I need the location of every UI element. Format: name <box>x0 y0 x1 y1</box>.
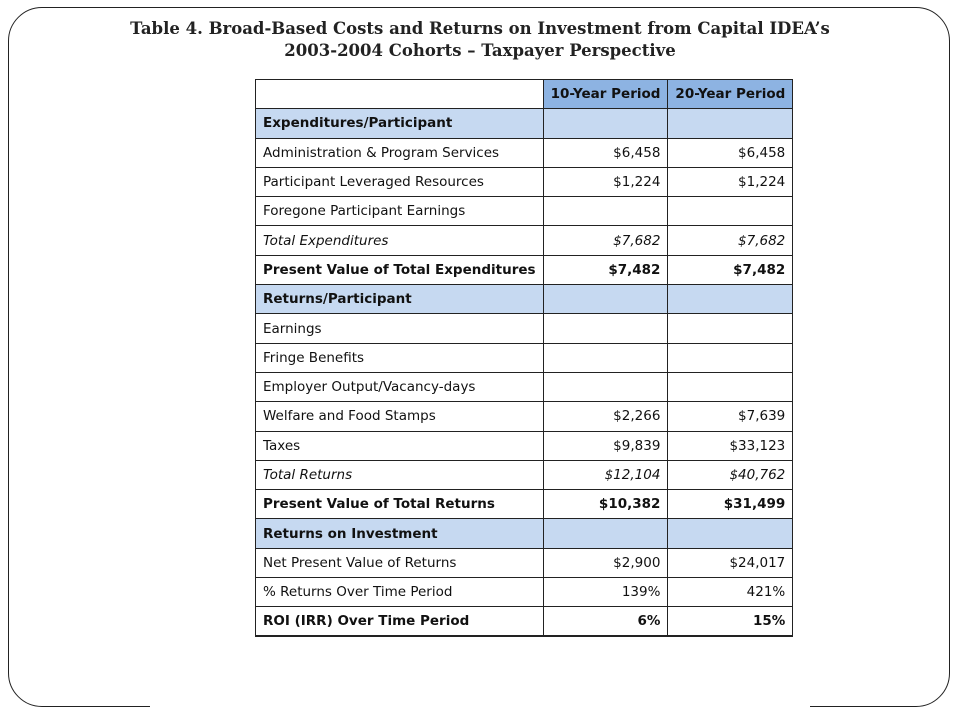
value-10-year: 6% <box>543 607 668 636</box>
row-label: Present Value of Total Returns <box>256 490 544 519</box>
table-row <box>256 314 793 343</box>
table-row <box>256 548 793 577</box>
value-10-year: $2,266 <box>543 402 668 431</box>
value-20-year <box>668 343 793 372</box>
roi-row <box>256 607 793 636</box>
value-10-year: $6,458 <box>543 138 668 167</box>
value-10-year <box>543 197 668 226</box>
table-row <box>256 431 793 460</box>
title-line-1: Table 4. Broad-Based Costs and Returns on Investment from Capital IDEA’s <box>130 19 830 38</box>
row-label: ROI (IRR) Over Time Period <box>256 607 544 636</box>
value-10-year <box>543 285 668 314</box>
value-20-year <box>668 285 793 314</box>
present-value-row <box>256 490 793 519</box>
table-row <box>256 197 793 226</box>
value-20-year: $7,682 <box>668 226 793 255</box>
table-row <box>256 578 793 607</box>
row-label: Net Present Value of Returns <box>256 548 544 577</box>
header-empty-cell <box>256 80 544 109</box>
value-20-year: $7,482 <box>668 255 793 284</box>
value-10-year <box>543 109 668 138</box>
value-10-year: 139% <box>543 578 668 607</box>
roi-table <box>255 79 793 637</box>
subtotal-row <box>256 460 793 489</box>
row-label: Foregone Participant Earnings <box>256 197 544 226</box>
value-20-year <box>668 372 793 401</box>
row-label: Welfare and Food Stamps <box>256 402 544 431</box>
value-20-year: 421% <box>668 578 793 607</box>
subtotal-row <box>256 226 793 255</box>
value-20-year: $1,224 <box>668 167 793 196</box>
value-10-year: $2,900 <box>543 548 668 577</box>
value-10-year: $1,224 <box>543 167 668 196</box>
value-20-year: 15% <box>668 607 793 636</box>
header-row <box>256 80 793 109</box>
value-10-year: $9,839 <box>543 431 668 460</box>
table-row <box>256 167 793 196</box>
section-row-roi <box>256 519 793 548</box>
row-label: Employer Output/Vacancy-days <box>256 372 544 401</box>
value-20-year: $7,639 <box>668 402 793 431</box>
value-20-year <box>668 519 793 548</box>
section-row-expenditures <box>256 109 793 138</box>
value-10-year: $7,482 <box>543 255 668 284</box>
row-label: Expenditures/Participant <box>256 109 544 138</box>
value-20-year: $40,762 <box>668 460 793 489</box>
table-row <box>256 138 793 167</box>
row-label: Present Value of Total Expenditures <box>256 255 544 284</box>
row-label: Total Expenditures <box>256 226 544 255</box>
table-row <box>256 372 793 401</box>
section-row-returns <box>256 285 793 314</box>
value-10-year <box>543 314 668 343</box>
value-20-year: $31,499 <box>668 490 793 519</box>
row-label: Returns/Participant <box>256 285 544 314</box>
table-row <box>256 402 793 431</box>
table-row <box>256 343 793 372</box>
row-label: Administration & Program Services <box>256 138 544 167</box>
row-label: Fringe Benefits <box>256 343 544 372</box>
row-label: Total Returns <box>256 460 544 489</box>
value-10-year: $12,104 <box>543 460 668 489</box>
title-line-2: 2003-2004 Cohorts – Taxpayer Perspective <box>284 41 676 60</box>
present-value-row <box>256 255 793 284</box>
value-20-year <box>668 109 793 138</box>
value-10-year <box>543 372 668 401</box>
value-20-year: $24,017 <box>668 548 793 577</box>
value-10-year <box>543 519 668 548</box>
row-label: Taxes <box>256 431 544 460</box>
value-10-year: $10,382 <box>543 490 668 519</box>
value-20-year: $33,123 <box>668 431 793 460</box>
row-label: Returns on Investment <box>256 519 544 548</box>
row-label: Participant Leveraged Resources <box>256 167 544 196</box>
value-20-year: $6,458 <box>668 138 793 167</box>
value-20-year <box>668 314 793 343</box>
value-10-year <box>543 343 668 372</box>
frame-gap <box>150 702 810 712</box>
column-header-10-year: 10-Year Period <box>543 80 668 109</box>
row-label: % Returns Over Time Period <box>256 578 544 607</box>
value-10-year: $7,682 <box>543 226 668 255</box>
value-20-year <box>668 197 793 226</box>
column-header-20-year: 20-Year Period <box>668 80 793 109</box>
row-label: Earnings <box>256 314 544 343</box>
table-title <box>0 18 960 62</box>
